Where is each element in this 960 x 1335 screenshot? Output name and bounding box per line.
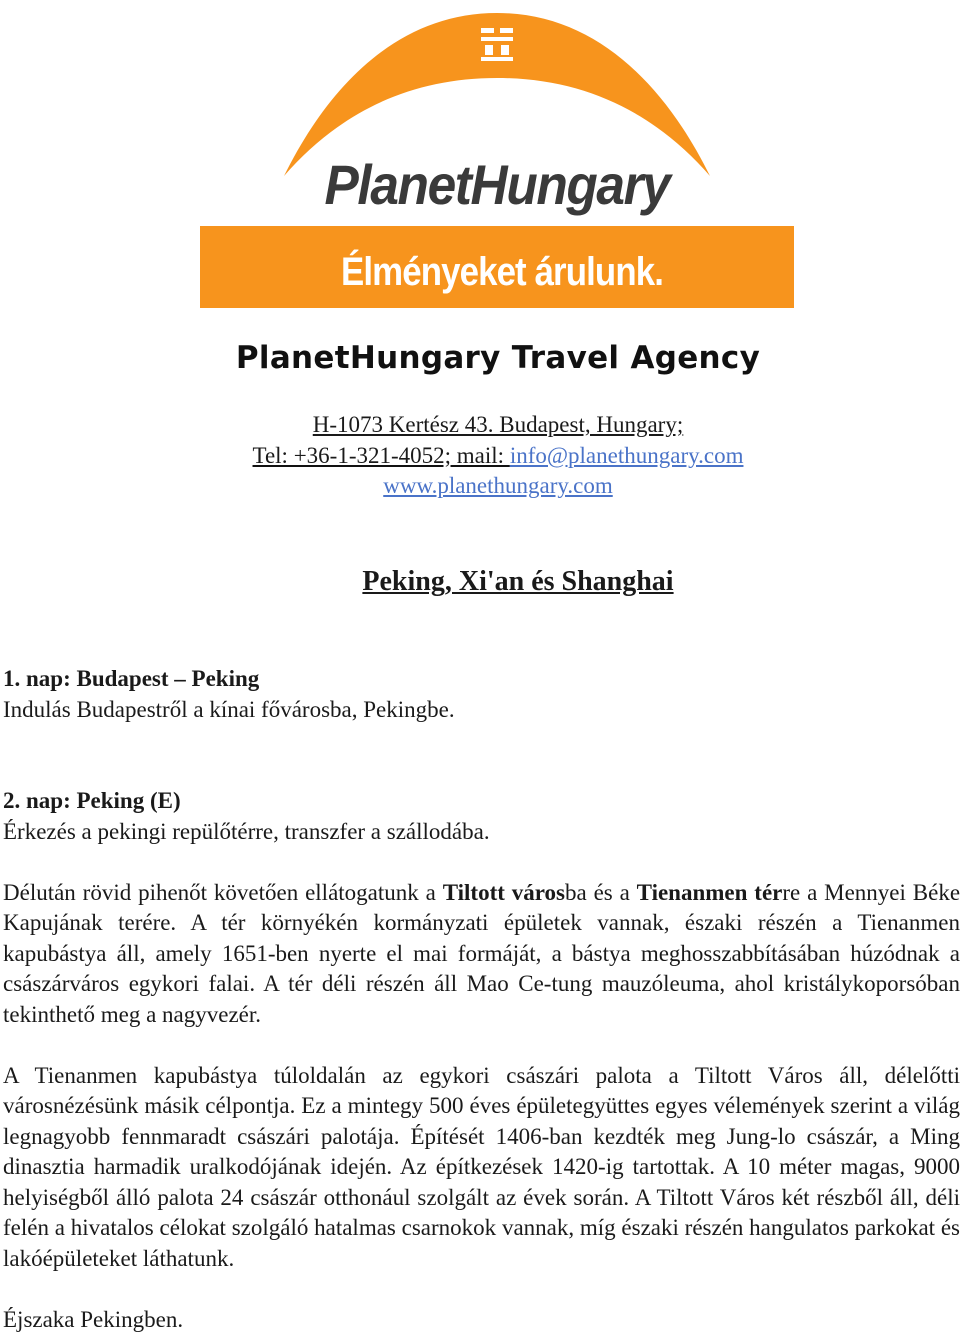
day-2-text: Érkezés a pekingi repülőtérre, transzfer a szállodába.	[3, 817, 960, 848]
logo-brand-name: PlanetHungary	[325, 153, 674, 216]
day-2-section	[3, 786, 960, 847]
contact-line	[0, 441, 960, 472]
logo-tagline: Élményeket árulunk.	[341, 249, 663, 294]
paragraph-afternoon	[3, 878, 960, 1031]
contact-block	[0, 410, 960, 502]
tel-text: Tel: +36-1-321-4052; mail:	[253, 443, 510, 468]
day-1-section	[3, 664, 960, 725]
logo-graphic	[200, 8, 794, 308]
p1-bold-tiananmen: Tienanmen tér	[637, 880, 783, 905]
paragraph-forbidden-city: A Tienanmen kapubástya túloldalán az egykori császári palota a Tiltott Város áll, délelőtti városnézésünk másik célpontja. Ez a mintegy 500 éves épületegyüttes egyes vélemények szerint a világ legnagyobb fennmaradt császári palotája. Építését 1406-ban kezdték meg Jung-lo császár, a Ming dinasztia harmadik uralkodójának idején. Az építkezések 1420-ig tartottak. A 10 méter magas, 9000 helyiségből álló palota 24 császár otthonául szolgált az évek során. A Tiltott Város két részből áll, déli felén a hivatalos célokat szolgáló hatalmas csarnokok vannak, míg északi részén hangulatos parkokat és lakóépületeket láthatunk.	[3, 1061, 960, 1275]
paragraph-night: Éjszaka Pekingben.	[3, 1305, 960, 1335]
p1-text-1: Délután rövid pihenőt követően ellátogatunk a	[3, 880, 443, 905]
p1-text-2: ba és a	[565, 880, 637, 905]
website-line	[0, 471, 960, 502]
tour-title: Peking, Xi'an és Shanghai	[0, 566, 960, 598]
day-1-text: Indulás Budapestről a kínai fővárosba, Pekingbe.	[3, 695, 960, 726]
agency-title: PlanetHungary Travel Agency	[0, 340, 960, 376]
day-1-heading: 1. nap: Budapest – Peking	[3, 664, 960, 695]
email-link[interactable]: info@planethungary.com	[510, 443, 744, 468]
itinerary-content	[3, 664, 960, 1335]
p1-text-3: re a Mennyei Béke Kapujának terére. A tér környékén kormányzati épületek vannak, északi részén a Tienanmen kapubástya áll, amely 1651-ben nyerte el mai formáját, a bástya meghosszabbításában húzódnak a császárváros egykori falai. A tér déli részén áll Mao Ce-tung mauzóleuma, ahol kristálykoporsóban tekinthető meg a nagyvezér.	[3, 880, 960, 1027]
day-2-heading: 2. nap: Peking (E)	[3, 786, 960, 817]
website-link[interactable]: www.planethungary.com	[383, 473, 613, 498]
address-line: H-1073 Kertész 43. Budapest, Hungary;	[0, 410, 960, 441]
p1-bold-forbidden-city: Tiltott város	[443, 880, 565, 905]
planethungary-logo	[200, 8, 794, 308]
